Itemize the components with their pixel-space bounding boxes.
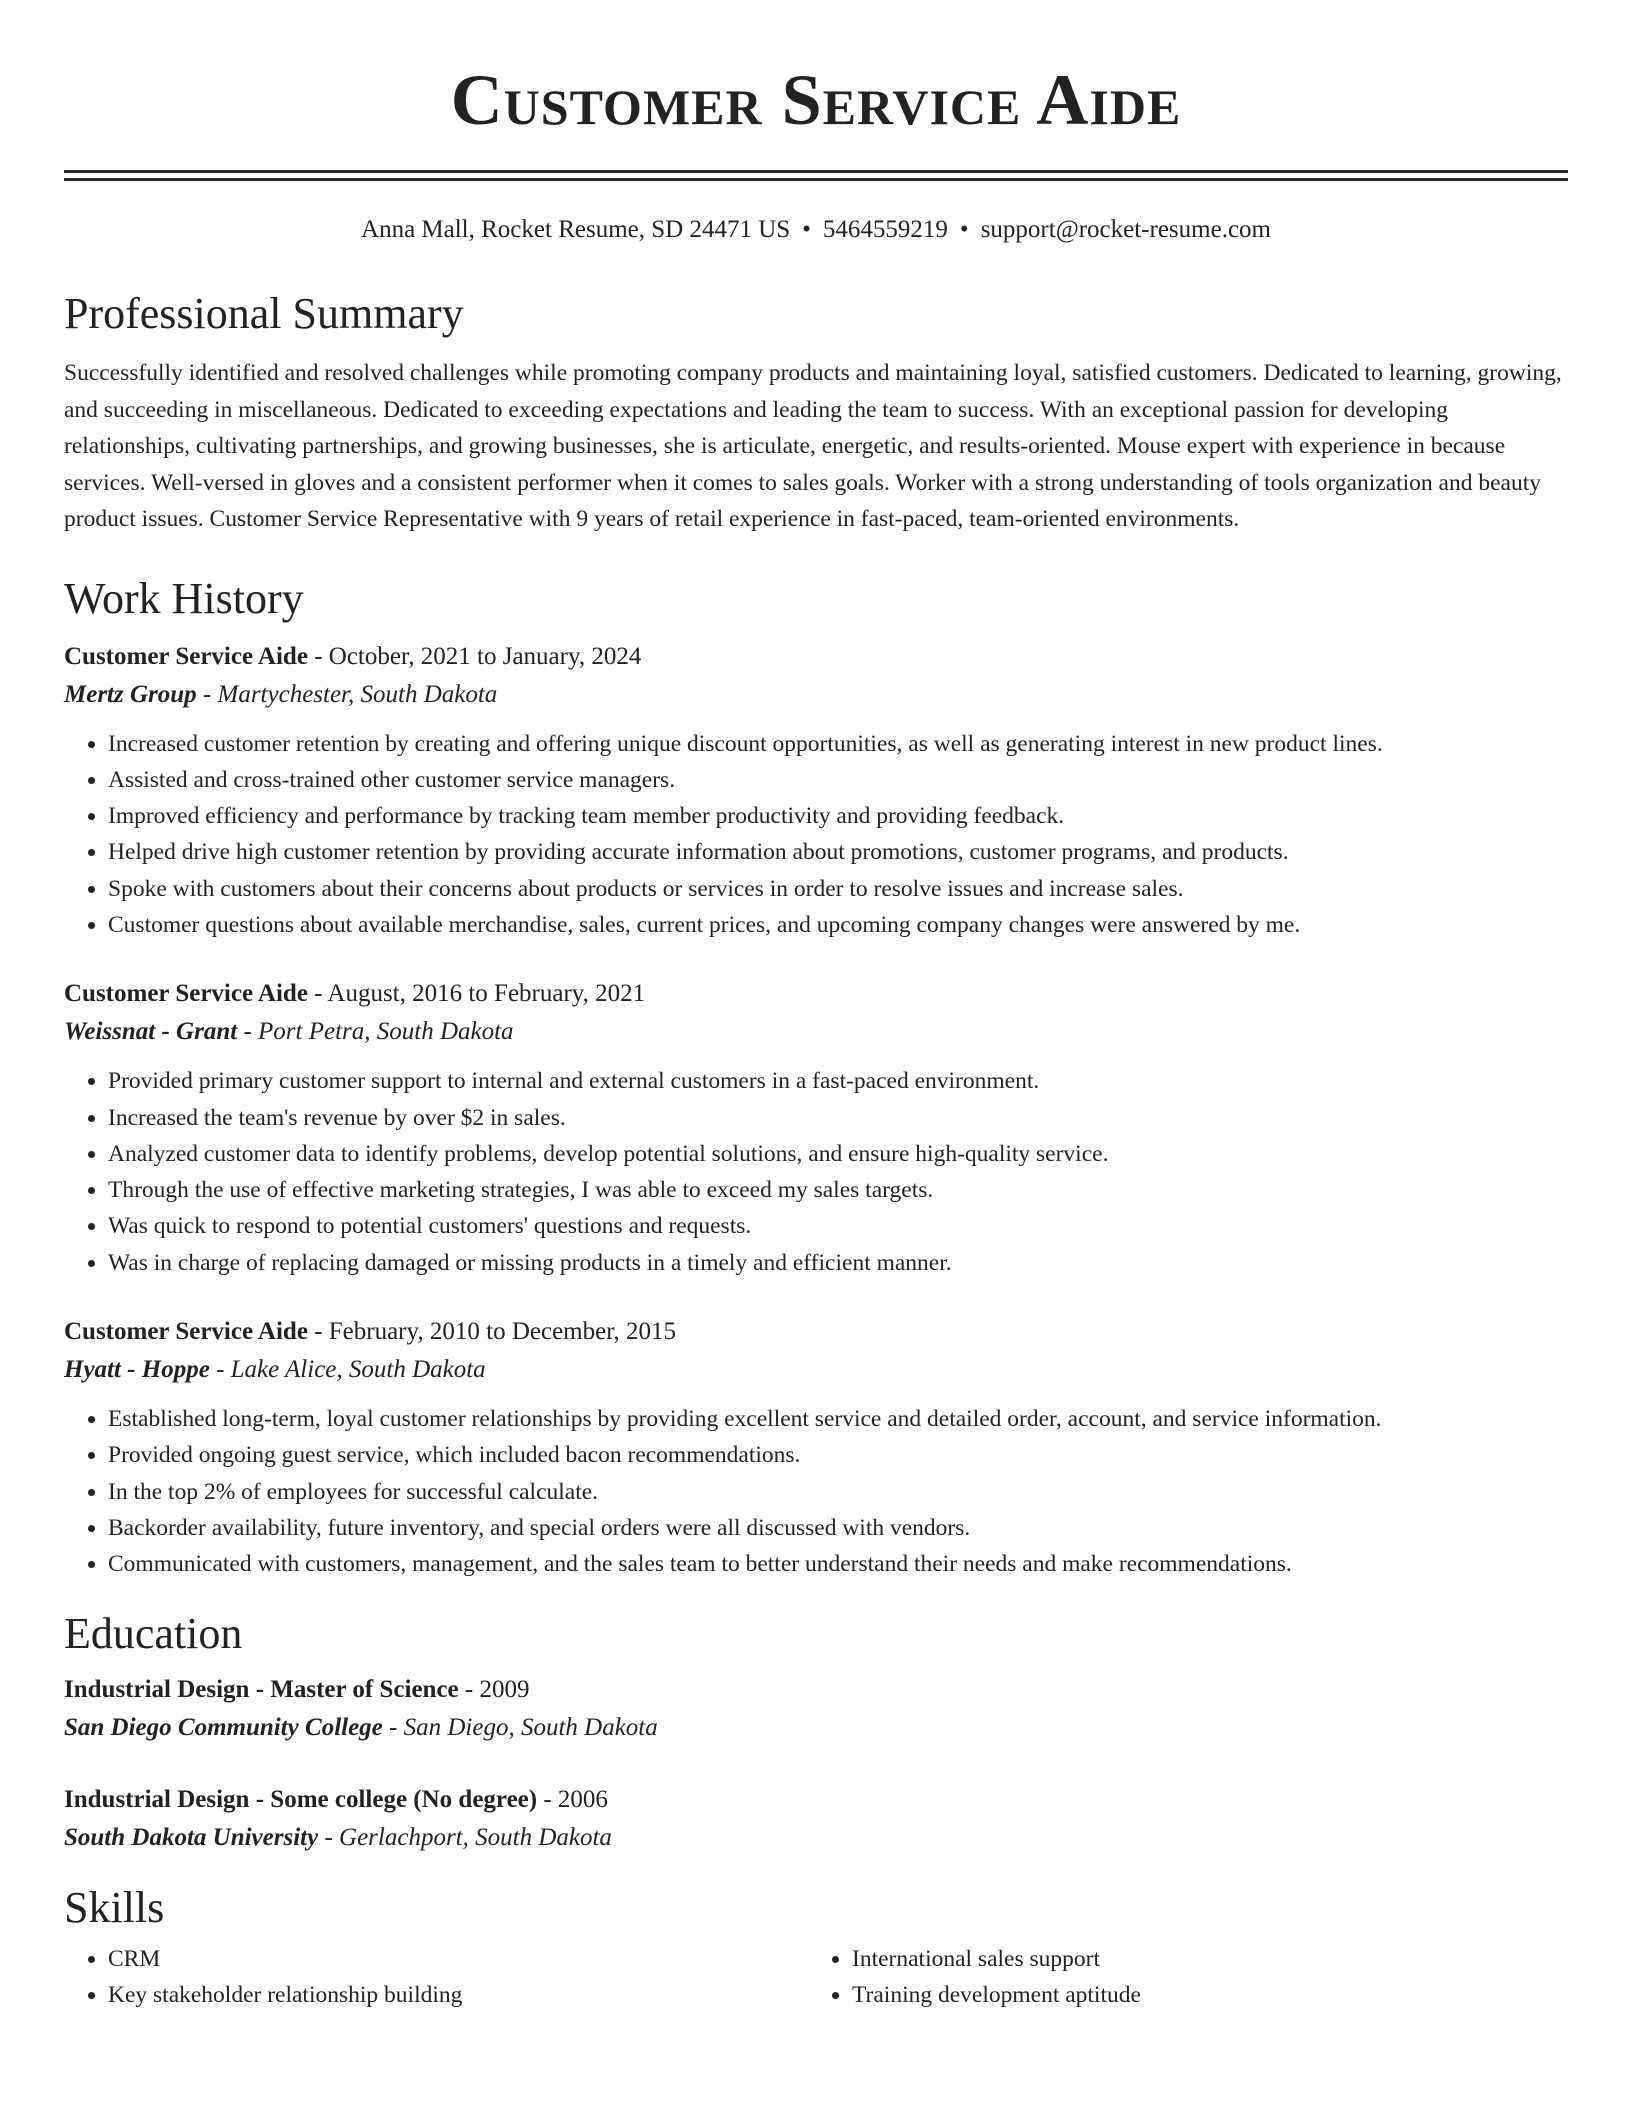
- degree-line: [64, 1781, 1568, 1819]
- degree-name: Industrial Design - Master of Science: [64, 1675, 459, 1703]
- skill-item: • CRM: [108, 1941, 808, 1977]
- job-company-line: [64, 676, 1568, 714]
- degree-year: - 2009: [458, 1675, 530, 1703]
- list-item: • Was in charge of replacing damaged or missing products in a timely and efficient manner.: [108, 1245, 1568, 1281]
- work-history-heading: Work History: [64, 573, 304, 623]
- skills-grid: [64, 1941, 1568, 2014]
- skills-column-right: [808, 1941, 1552, 2014]
- education-heading: Education: [64, 1608, 243, 1658]
- list-item: • Assisted and cross-trained other customer service managers.: [108, 762, 1568, 798]
- job-role: Customer Service Aide: [64, 642, 308, 670]
- list-item: • Was quick to respond to potential customers' questions and requests.: [108, 1208, 1568, 1244]
- summary-text: Successfully identified and resolved challenges while promoting company products and maintaining loyal, satisfied customers. Dedicated to learning, growing, and succeeding in miscellaneous. Dedicated to exceeding expectations and leading the team to success. With an exceptional passion for developing relationships, cultivating partnerships, and growing businesses, she is articulate, energetic, and results-oriented. Mouse expert with experience in because services. Well-versed in gloves and a consistent performer when it comes to sales goals. Worker with a strong understanding of tools organization and beauty product issues. Customer Service Representative with 9 years of retail experience in fast-paced, team-oriented environments.: [64, 360, 1562, 532]
- degree-line: [64, 1671, 1568, 1709]
- list-item: • In the top 2% of employees for successful calculate.: [108, 1474, 1568, 1510]
- job-role: Customer Service Aide: [64, 1318, 308, 1346]
- job-location: - Lake Alice, South Dakota: [209, 1356, 486, 1384]
- job-company-line: [64, 1013, 1568, 1051]
- list-item: • Increased customer retention by creating and offering unique discount opportunities, as well as generating interest in new product lines.: [108, 726, 1568, 762]
- job-location: - Martychester, South Dakota: [196, 680, 498, 708]
- skill-item: • Key stakeholder relationship building: [108, 1977, 808, 2013]
- resume-title: Customer Service Aide: [450, 60, 1182, 140]
- skill-item: • Training development aptitude: [852, 1977, 1552, 2013]
- contact-email: support@rocket-resume.com: [980, 216, 1271, 243]
- skill-item: • International sales support: [852, 1941, 1552, 1977]
- education-entry: [64, 1781, 1568, 1857]
- job-title-line: [64, 1313, 1568, 1351]
- education-entry: [64, 1671, 1568, 1747]
- job-dates: - October, 2021 to January, 2024: [307, 642, 642, 670]
- list-item: • Provided primary customer support to internal and external customers in a fast-paced environment.: [108, 1063, 1568, 1099]
- school-line: [64, 1819, 1568, 1857]
- job-entry: [64, 1313, 1568, 1582]
- contact-separator: •: [959, 216, 969, 243]
- summary-heading: Professional Summary: [64, 289, 464, 338]
- school-location: - San Diego, South Dakota: [382, 1713, 658, 1741]
- job-company: Hyatt - Hoppe: [64, 1356, 210, 1384]
- job-title-line: [64, 638, 1568, 676]
- job-dates: - February, 2010 to December, 2015: [307, 1318, 677, 1346]
- school-line: [64, 1709, 1568, 1747]
- school-name: San Diego Community College: [64, 1713, 383, 1741]
- degree-name: Industrial Design - Some college (No degree): [64, 1785, 538, 1813]
- job-title-line: [64, 975, 1568, 1013]
- list-item: • Backorder availability, future inventory, and special orders were all discussed with vendors.: [108, 1510, 1568, 1546]
- job-company-line: [64, 1351, 1568, 1389]
- job-bullets: [64, 1063, 1568, 1281]
- job-bullets: [64, 1401, 1568, 1582]
- list-item: • Provided ongoing guest service, which included bacon recommendations.: [108, 1437, 1568, 1473]
- list-item: • Spoke with customers about their concerns about products or services in order to resolve issues and increase sales.: [108, 871, 1568, 907]
- school-name: South Dakota University: [64, 1823, 319, 1851]
- job-company: Mertz Group: [64, 680, 197, 708]
- degree-year: - 2006: [537, 1785, 608, 1813]
- contact-separator: •: [802, 216, 811, 243]
- job-dates: - August, 2016 to February, 2021: [307, 980, 646, 1008]
- contact-address: Anna Mall, Rocket Resume, SD 24471 US: [361, 216, 791, 243]
- list-item: • Communicated with customers, management, and the sales team to better understand their needs and make recommendations.: [108, 1546, 1568, 1582]
- contact-phone: 5464559219: [822, 216, 948, 243]
- skills-column-left: [64, 1941, 808, 2014]
- job-entry: [64, 638, 1568, 944]
- list-item: • Helped drive high customer retention by providing accurate information about promotions, customer programs, and products.: [108, 834, 1568, 870]
- job-entry: [64, 975, 1568, 1281]
- list-item: • Increased the team's revenue by over $2 in sales.: [108, 1100, 1568, 1136]
- job-location: - Port Petra, South Dakota: [237, 1018, 514, 1046]
- title-divider: [64, 170, 1568, 181]
- list-item: • Analyzed customer data to identify problems, develop potential solutions, and ensure high-quality service.: [108, 1136, 1568, 1172]
- job-bullets: [64, 726, 1568, 944]
- skills-heading: Skills: [64, 1882, 165, 1932]
- job-company: Weissnat - Grant: [64, 1018, 238, 1046]
- list-item: • Through the use of effective marketing strategies, I was able to exceed my sales targets.: [108, 1172, 1568, 1208]
- list-item: • Established long-term, loyal customer relationships by providing excellent service and detailed order, account, and service information.: [108, 1401, 1568, 1437]
- list-item: • Improved efficiency and performance by tracking team member productivity and providing feedback.: [108, 798, 1568, 834]
- job-role: Customer Service Aide: [64, 980, 308, 1008]
- contact-line: [64, 215, 1568, 245]
- list-item: • Customer questions about available merchandise, sales, current prices, and upcoming company changes were answered by me.: [108, 907, 1568, 943]
- school-location: - Gerlachport, South Dakota: [318, 1823, 612, 1851]
